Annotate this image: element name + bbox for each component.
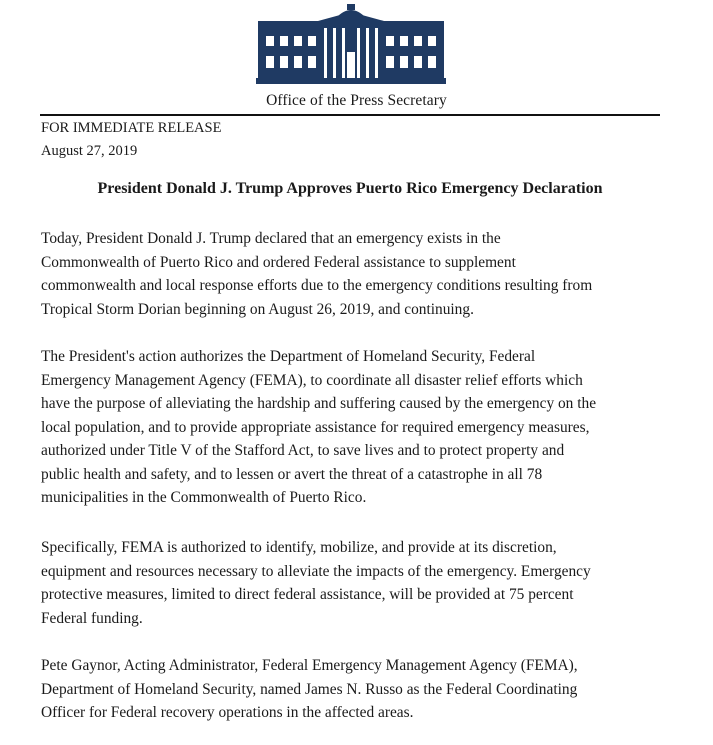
paragraph-line: Federal funding. <box>41 609 143 627</box>
paragraph-line: protective measures, limited to direct federal assistance, will be provided at 75 percent <box>41 586 574 603</box>
office-title: Office of the Press Secretary <box>266 92 447 109</box>
paragraph-line: local population, and to provide appropriate assistance for required emergency measures, <box>41 418 590 436</box>
paragraph-2 <box>41 345 681 510</box>
paragraph-line: Commonwealth of Puerto Rico and ordered Federal assistance to supplement <box>41 253 516 271</box>
paragraph-line: equipment and resources necessary to alleviate the impacts of the emergency. Emergency <box>41 562 591 580</box>
paragraph-line: The President's action authorizes the Department of Homeland Security, Federal <box>41 348 536 365</box>
paragraph-line: Officer for Federal recovery operations in the affected areas. <box>41 704 414 721</box>
release-date: August 27, 2019 <box>41 143 138 159</box>
paragraph-line: Today, President Donald J. Trump declared that an emergency exists in the <box>41 230 501 247</box>
paragraph-line: Emergency Management Agency (FEMA), to coordinate all disaster relief efforts which <box>41 371 583 389</box>
paragraph-line: commonwealth and local response efforts due to the emergency conditions resulting from <box>41 277 593 294</box>
release-label: FOR IMMEDIATE RELEASE <box>41 120 222 136</box>
paragraph-line: Tropical Storm Dorian beginning on August 26, 2019, and continuing. <box>41 300 474 318</box>
paragraph-line: municipalities in the Commonwealth of Puerto Rico. <box>41 489 367 506</box>
paragraph-line: Pete Gaynor, Acting Administrator, Federal Emergency Management Agency (FEMA), <box>41 657 578 674</box>
paragraph-line: public health and safety, and to lessen or avert the threat of a catastrophe in all 78 <box>41 465 543 483</box>
paragraph-line: Specifically, FEMA is authorized to identify, mobilize, and provide at its discretion, <box>41 539 557 556</box>
paragraph-line: authorized under Title V of the Stafford Act, to save lives and to protect property and <box>41 442 565 459</box>
paragraph-4 <box>41 654 681 725</box>
paragraph-3 <box>41 536 681 630</box>
paragraph-1 <box>41 227 681 321</box>
paragraph-line: Department of Homeland Security, named James N. Russo as the Federal Coordinating <box>41 680 578 698</box>
paragraph-line: have the purpose of alleviating the hardship and suffering caused by the emergency on the <box>41 395 597 412</box>
white-house-logo-icon <box>256 4 446 84</box>
header-divider <box>40 114 660 116</box>
headline: President Donald J. Trump Approves Puerto Rico Emergency Declaration <box>97 180 603 197</box>
